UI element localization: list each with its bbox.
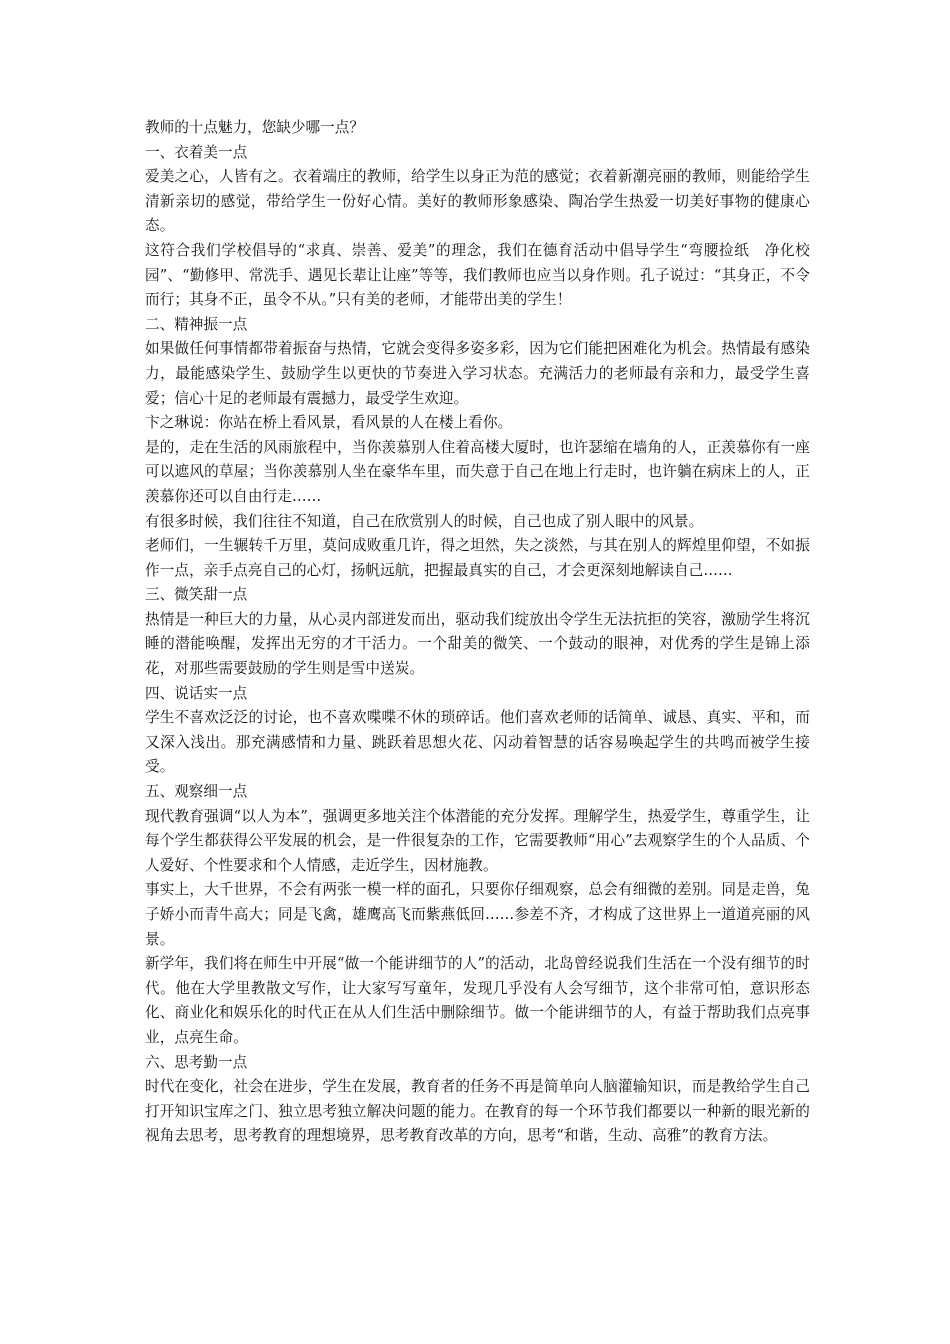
paragraph: 爱美之心，人皆有之。衣着端庄的教师，给学生以身正为范的感觉；衣着新潮亮丽的教师，则能给学生清新亲切的感觉，带给学生一份好心情。美好的教师形象感染、陶冶学生热爱一切美好事物的健康心态。: [145, 168, 810, 235]
paragraph: 老师们，一生辗转千万里，莫问成败重几许，得之坦然，失之淡然，与其在别人的辉煌里仰望，不如振作一点，亲手点亮自己的心灯，扬帆远航，把握最真实的自己，才会更深刻地解读自己……: [145, 537, 810, 579]
paragraph: 学生不喜欢泛泛的讨论，也不喜欢喋喋不休的琐碎话。他们喜欢老师的话简单、诚恳、真实、平和，而又深入浅出。那充满感情和力量、跳跃着思想火花、闪动着智慧的话容易唤起学生的共鸣而被学生接受。: [145, 709, 810, 776]
paragraph: 现代教育强调“以人为本”，强调更多地关注个体潜能的充分发挥。理解学生，热爱学生，尊重学生，让每个学生都获得公平发展的机会，是一件很复杂的工作，它需要教师“用心”去观察学生的个人品质、个人爱好、个性要求和个人情感，走近学生，因材施教。: [145, 807, 810, 874]
paragraph: 如果做任何事情都带着振奋与热情，它就会变得多姿多彩，因为它们能把困难化为机会。热情最有感染力，最能感染学生、鼓励学生以更快的节奏进入学习状态。充满活力的老师最有亲和力，最受学生喜爱；信心十足的老师最有震撼力，最受学生欢迎。: [145, 340, 810, 407]
paragraph: 时代在变化，社会在进步，学生在发展，教育者的任务不再是简单向人脑灌输知识，而是教给学生自己打开知识宝库之门、独立思考独立解决问题的能力。在教育的每一个环节我们都要以一种新的眼光新的视角去思考，思考教育的理想境界，思考教育改革的方向，思考“和谐，生动、高雅”的教育方法。: [145, 1078, 810, 1145]
paragraph: 卞之琳说：你站在桥上看风景，看风景的人在楼上看你。: [145, 414, 513, 432]
section-heading-4: 四、说话实一点: [145, 684, 248, 702]
section-heading-5: 五、观察细一点: [145, 783, 248, 801]
section-heading-6: 六、思考勤一点: [145, 1053, 248, 1071]
paragraph: 新学年，我们将在师生中开展“做一个能讲细节的人”的活动，北岛曾经说我们生活在一个没有细节的时代。他在大学里教散文写作，让大家写写童年，发现几乎没有人会写细节，这个非常可怕，意识形态化、商业化和娱乐化的时代正在从人们生活中删除细节。做一个能讲细节的人，有益于帮助我们点亮事业，点亮生命。: [145, 955, 810, 1046]
section-heading-3: 三、微笑甜一点: [145, 586, 248, 604]
paragraph: 有很多时候，我们往往不知道，自己在欣赏别人的时候，自己也成了别人眼中的风景。: [145, 512, 704, 530]
paragraph: 这符合我们学校倡导的“求真、崇善、爱美”的理念，我们在德育活动中倡导学生“弯腰捡纸 净化校园”、“勤修甲、常洗手、遇见长辈让让座”等等，我们教师也应当以身作则。孔子说过：“其身正，不令而行；其身不正，虽令不从。”只有美的老师，才能带出美的学生！: [145, 241, 810, 309]
section-heading-2: 二、精神振一点: [145, 315, 248, 333]
paragraph: 是的，走在生活的风雨旅程中，当你羡慕别人住着高楼大厦时，也许瑟缩在墙角的人，正羡慕你有一座可以遮风的草屋；当你羡慕别人坐在豪华车里，而失意于自己在地上行走时，也许躺在病床上的人，正羡慕你还可以自由行走……: [145, 438, 810, 505]
paragraph: 事实上，大千世界，不会有两张一模一样的面孔，只要你仔细观察，总会有细微的差别。同是走兽，兔子娇小而青牛高大；同是飞禽，雄鹰高飞而紫燕低回……参差不齐，才构成了这世界上一道道亮丽的风景。: [145, 881, 810, 948]
document-title: 教师的十点魅力，您缺少哪一点？: [145, 119, 364, 136]
document-page: [145, 116, 810, 1149]
section-heading-1: 一、衣着美一点: [145, 143, 248, 161]
paragraph: 热情是一种巨大的力量，从心灵内部迸发而出，驱动我们绽放出令学生无法抗拒的笑容，激励学生将沉睡的潜能唤醒，发挥出无穷的才干活力。一个甜美的微笑、一个鼓动的眼神，对优秀的学生是锦上添花，对那些需要鼓励的学生则是雪中送炭。: [145, 610, 810, 678]
